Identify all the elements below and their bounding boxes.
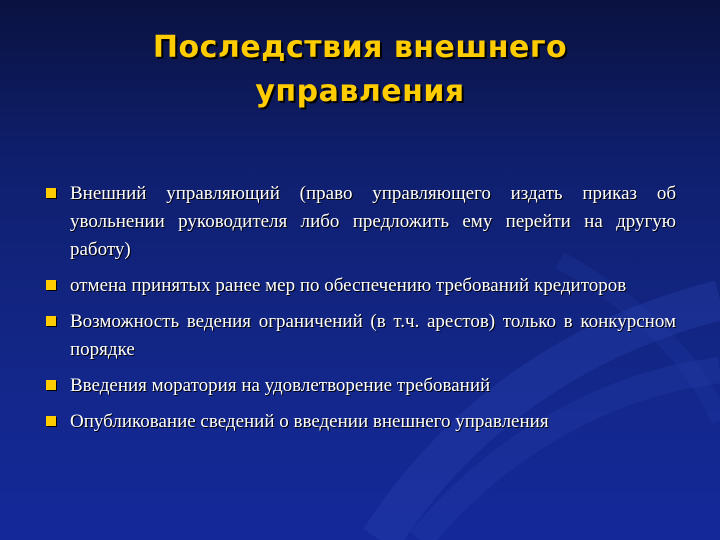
title-line-1: Последствия внешнего xyxy=(152,30,568,65)
bullet-text: Возможность ведения ограничений (в т.ч. арестов) только в конкурсном порядке xyxy=(70,311,676,360)
bullet-item xyxy=(44,408,676,436)
slide-title xyxy=(40,26,680,114)
square-bullet-icon xyxy=(46,280,56,290)
bullet-text: Опубликование сведений о введении внешнего управления xyxy=(70,411,549,432)
bullet-list xyxy=(44,180,676,444)
square-bullet-icon xyxy=(46,188,56,198)
square-bullet-icon xyxy=(46,380,56,390)
bullet-item xyxy=(44,180,676,264)
bullet-text: Внешний управляющий (право управляющего издать приказ об увольнении руководителя либо предложить ему перейти на другую работу) xyxy=(70,183,676,260)
bullet-item xyxy=(44,272,676,300)
bullet-text: отмена принятых ранее мер по обеспечению требований кредиторов xyxy=(70,275,627,296)
square-bullet-icon xyxy=(46,416,56,426)
bullet-text: Введения моратория на удовлетворение требований xyxy=(70,375,491,396)
bullet-item xyxy=(44,372,676,400)
title-line-2: управления xyxy=(255,74,465,109)
square-bullet-icon xyxy=(46,316,56,326)
bullet-item xyxy=(44,308,676,364)
